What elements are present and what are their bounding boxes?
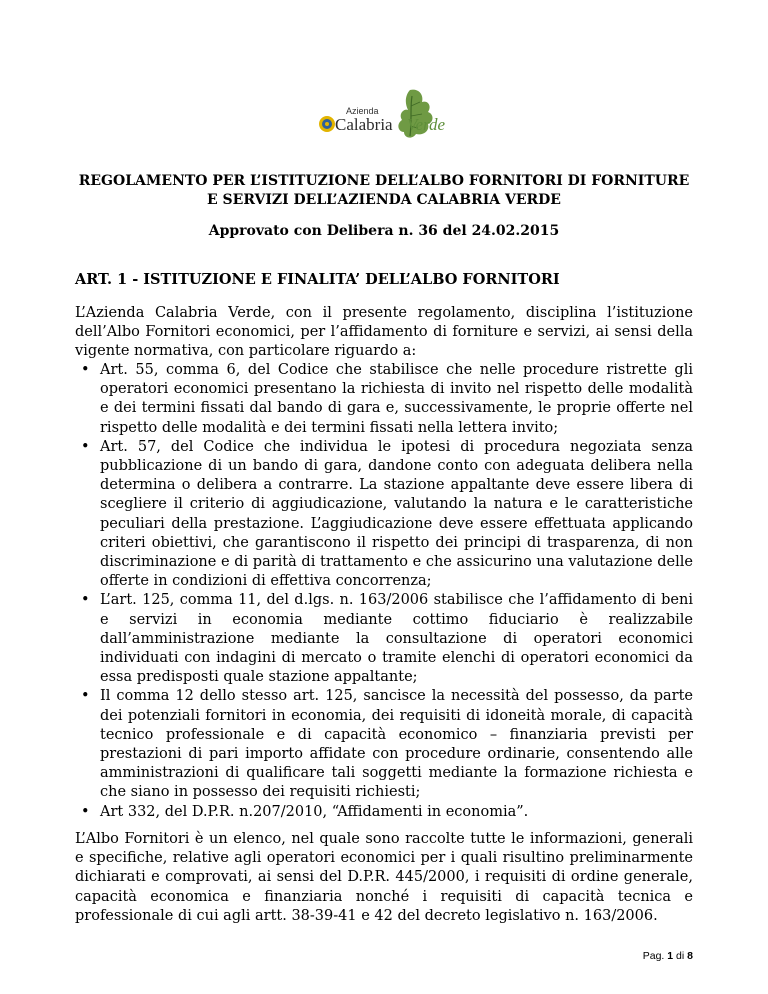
page-total: 8 <box>687 950 693 962</box>
page-number <box>643 950 693 962</box>
list-item <box>75 687 693 802</box>
bullet-icon: • <box>81 688 90 705</box>
calabria-verde-logo-graphic <box>318 86 454 142</box>
document-title <box>70 172 698 210</box>
page-current: 1 <box>667 950 674 962</box>
page-sep: di <box>676 950 685 962</box>
logo-text-azienda: Azienda <box>346 106 379 116</box>
logo-text-calabria: Calabria <box>335 115 393 134</box>
article-heading: ART. 1 - ISTITUZIONE E FINALITA’ DELL’ALBO FORNITORI <box>75 271 560 288</box>
regulation-list <box>75 361 693 822</box>
company-logo <box>318 86 454 142</box>
list-item <box>75 361 693 438</box>
list-item <box>75 591 693 687</box>
bullet-icon: • <box>81 362 90 378</box>
closing-paragraph: L’Albo Fornitori è un elenco, nel quale sono raccolte tutte le informazioni, generali e specifiche, relative agli operatori economici per i quali risultino preliminarmente dichiarati e comprovati, ai sensi del D.P.R. 445/2000, i requisiti di ordine generale, capacità economica e finanziaria nonché i requisiti di capacità tecnica e professionale di cui agli artt. 38-39-41 e 42 del decreto legislativo n. 163/2006. <box>75 831 693 924</box>
list-item-text: Il comma 12 dello stesso art. 125, sancisce la necessità del possesso, da parte dei potenziali fornitori in economia, dei requisiti di idoneità morale, di capacità tecnico professionale e di capacità economico – finanziaria previsti per prestazioni di pari importo affidate con procedure ordinarie, consentendo alle amministrazioni di qualificare tali soggetti mediante la formazione richiesta e che siano in possesso dei requisiti richiesti; <box>100 688 693 801</box>
approval-note: Approvato con Delibera n. 36 del 24.02.2015 <box>208 223 560 239</box>
logo-text-verde: Verde <box>407 115 446 134</box>
list-item <box>75 438 693 592</box>
bullet-icon: • <box>81 803 90 820</box>
list-item-text: L’art. 125, comma 11, del d.lgs. n. 163/2006 stabilisce che l’affidamento di beni e servizi in economia mediante cottimo fiduciario è realizzabile dall’amministrazione mediante la consultazione di operatori economici individuati con indagini di mercato o tramite elenchi di operatori economici da essa predisposti quale stazione appaltante; <box>100 592 693 686</box>
list-item-text: Art. 55, comma 6, del Codice che stabilisce che nelle procedure ristrette gli operatori economici presentano la richiesta di invito nel rispetto delle modalità e dei termini fissati dal bando di gara e, successivamente, le proprie offerte nel rispetto delle modalità e dei termini fissati nella lettera invito; <box>100 362 693 436</box>
list-item-text: Art. 57, del Codice che individua le ipotesi di procedura negoziata senza pubblicazione di un bando di gara, dandone conto con adeguata delibera nella determina o delibera a contrarre. La stazione appaltante deve essere libera di scegliere il criterio di aggiudicazione, valutando la natura e le caratteristiche peculiari della prestazione. L’aggiudicazione deve essere effettuata applicando criteri obiettivi, che garantiscono il rispetto dei principi di trasparenza, di non discriminazione e di parità di trattamento e che assicurino una valutazione delle offerte in condizioni di effettiva concorrenza; <box>100 438 693 590</box>
emblem-icon <box>319 116 335 132</box>
document-title-line-2: E SERVIZI DELL’AZIENDA CALABRIA VERDE <box>207 192 561 208</box>
document-title-line-1: REGOLAMENTO PER L’ISTITUZIONE DELL’ALBO FORNITORI DI FORNITURE <box>78 173 690 189</box>
intro-paragraph: L’Azienda Calabria Verde, con il presente regolamento, disciplina l’istituzione dell’Albo Fornitori economici, per l’affidamento di forniture e servizi, ai sensi della vigente normativa, con particolare riguardo a: <box>75 305 693 360</box>
bullet-icon: • <box>81 438 90 455</box>
list-item <box>75 803 693 822</box>
list-item-text: Art 332, del D.P.R. n.207/2010, “Affidamenti in economia”. <box>100 803 529 820</box>
bullet-icon: • <box>81 592 90 609</box>
page-prefix: Pag. <box>642 950 665 962</box>
